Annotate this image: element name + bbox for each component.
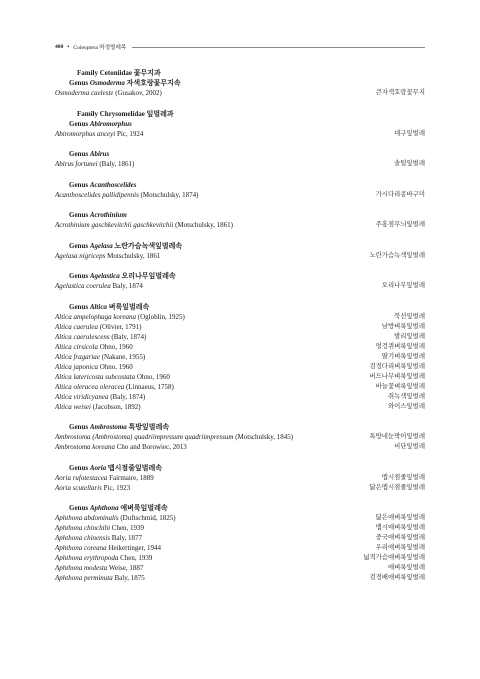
spacer: [55, 98, 425, 109]
species-author: (Olivier, 1791): [97, 322, 142, 331]
species-author: Fairmaire, 1889: [107, 473, 154, 482]
genus-name: Abirus: [89, 150, 110, 158]
spacer: [55, 452, 425, 463]
genus-name: Acanthoscelides: [89, 180, 137, 189]
species-author: (Jacobson, 1892): [90, 402, 141, 411]
species-name: Aphthona erythropoda: [55, 554, 119, 562]
spacer: [55, 493, 425, 504]
genus-heading: [55, 180, 425, 190]
species-korean-name: 톡방네눈박이잎벌레: [369, 433, 425, 440]
genus-name: Acrothinium: [89, 211, 127, 219]
running-title: Coleoptera 딱정벌레목: [73, 45, 127, 51]
genus-korean-name: 톡방잎벌레속: [126, 423, 170, 431]
genus-label: Genus: [69, 463, 90, 472]
genus-label: Genus: [69, 272, 90, 280]
genus-korean-name: 벼룩잎벌레속: [106, 302, 150, 311]
running-header: [55, 41, 425, 53]
species-korean-name: 쥐녹색잎벌레: [387, 392, 425, 400]
species-name: Altica caerulescens: [55, 332, 110, 341]
genus-label: Genus: [69, 423, 90, 431]
species-row: [55, 312, 425, 322]
species-row: [55, 553, 425, 563]
header-separator: •: [67, 44, 70, 50]
genus-label: Genus: [69, 119, 90, 128]
genus-name: Aoria: [89, 463, 107, 472]
species-korean-name: 북선잎벌레: [394, 312, 425, 320]
species-row: [55, 392, 425, 402]
species-korean-name: 가시다리콩바구미: [375, 190, 425, 198]
species-name: Ambrostoma koreana: [55, 443, 115, 451]
species-author: Chen, 1939: [118, 554, 153, 562]
species-author: Baly, 1877: [110, 534, 143, 542]
species-name: Aphthona coreana: [55, 544, 107, 552]
species-name: Altica japonica: [55, 362, 98, 371]
species-author: Ohno, 1960: [135, 372, 170, 381]
species-name: Altica oleracea oleracea: [55, 382, 125, 391]
species-name: Acrothinium gaschkevitchii gaschkevitchii: [55, 221, 174, 229]
species-korean-name: 엉겅퀴벼룩잎벌레: [375, 342, 425, 350]
species-author: (Gusakov, 2002): [113, 89, 162, 97]
species-name: Agelastica coerulea: [55, 282, 111, 290]
species-name: Osmoderma caeleste: [55, 89, 114, 97]
species-author: (Baly, 1861): [97, 160, 135, 168]
genus-label: Genus: [69, 241, 90, 250]
species-row: [55, 129, 425, 139]
species-korean-name: 노란가슴녹색잎벌레: [369, 251, 425, 259]
species-author: Ohno, 1960: [97, 362, 133, 371]
species-name: Aoria scutellaris: [55, 483, 102, 492]
species-row: [55, 382, 425, 392]
species-author: Ohno, 1960: [97, 342, 133, 351]
header-rule: [132, 47, 425, 48]
species-korean-name: 발리잎벌레: [394, 332, 425, 340]
genus-korean-name: 자색호랑꽃무지속: [124, 79, 181, 87]
species-name: Altica latericosta subcostata: [55, 372, 136, 381]
species-korean-name: 맵시애벼룩잎벌레: [375, 524, 425, 531]
species-row: [55, 543, 425, 553]
genus-label: Genus: [69, 79, 90, 87]
genus-heading: [55, 241, 425, 251]
species-row: [55, 251, 425, 261]
spacer: [55, 200, 425, 211]
species-author: Baly, 1874: [110, 282, 143, 290]
species-row: [55, 352, 425, 362]
species-korean-name: 검정다리벼룩잎벌레: [369, 362, 425, 370]
species-author: (Nakane, 1955): [99, 352, 146, 361]
species-name: Aoria rufotestacea: [55, 473, 108, 482]
genus-label: Genus: [69, 302, 90, 311]
species-author: (Motschulsky, 1845): [233, 433, 294, 441]
genus-heading: [55, 422, 425, 432]
species-row: [55, 483, 425, 493]
genus-korean-name: 애벼룩잎벌레속: [118, 504, 168, 512]
species-row: [55, 88, 425, 98]
genus-label: Genus: [69, 150, 90, 158]
species-name: Abiromorphus anceyi: [55, 129, 116, 138]
genus-heading: [55, 149, 425, 159]
species-korean-name: 중국애벼룩잎벌레: [375, 534, 425, 541]
genus-label: Genus: [69, 504, 90, 512]
species-author: Baly, 1875: [112, 574, 145, 582]
species-korean-name: 딸기벼룩잎벌레: [381, 352, 425, 360]
genus-label: Genus: [69, 180, 90, 189]
species-korean-name: 대구잎벌레: [394, 129, 425, 137]
species-row: [55, 332, 425, 342]
species-korean-name: 닮은애벼룩잎벌레: [375, 514, 425, 521]
species-name: Ambrostoma (Ambrostoma) quadriimpressum quadriimpressum: [55, 433, 234, 441]
species-author: Pic, 1923: [101, 483, 131, 492]
genus-korean-name: 맵시점줄잎벌레속: [106, 463, 163, 472]
family-heading: Family Chrysomelidae 잎벌레과: [77, 109, 174, 118]
species-name: Altica ampelophaga koreana: [55, 312, 137, 321]
genus-name: Aphthona: [89, 504, 119, 512]
species-row: [55, 533, 425, 543]
genus-korean-name: 오리나무잎벌레속: [119, 272, 176, 280]
species-row: [55, 563, 425, 573]
genus-name: Abiromorphus: [89, 119, 132, 128]
species-name: Aphthona chinensis: [55, 534, 111, 542]
species-name: Altica cirsicola: [55, 342, 98, 351]
spacer: [55, 169, 425, 180]
species-korean-name: 비단잎벌레: [394, 443, 425, 450]
species-korean-name: 솔털잎벌레: [394, 160, 425, 167]
genus-heading: [55, 78, 425, 88]
species-author: (Motschulsky, 1874): [138, 190, 199, 199]
species-row: [55, 322, 425, 332]
spacer: [55, 291, 425, 302]
species-row: [55, 372, 425, 382]
species-name: Agelasa nigriceps: [55, 251, 106, 260]
species-korean-name: 버드나무벼룩잎벌레: [369, 372, 425, 380]
species-korean-name: 오리나무잎벌레: [381, 282, 425, 289]
species-korean-name: 우리애벼룩잎벌레: [375, 544, 425, 551]
species-author: (Motschulsky, 1861): [173, 221, 233, 229]
spacer: [55, 139, 425, 150]
species-name: Aphthona abdominalis: [55, 514, 119, 522]
species-korean-name: 애벼룩잎벌레: [387, 564, 425, 571]
species-korean-name: 와이스잎벌레: [387, 402, 425, 410]
species-name: Aphthona perminuta: [55, 574, 113, 582]
species-row: [55, 523, 425, 533]
species-author: (Baly, 1874): [109, 332, 147, 341]
family-heading: Family Cetoniidae 꽃무지과: [77, 69, 161, 77]
spacer: [55, 230, 425, 241]
species-name: Altica fragariae: [55, 352, 100, 361]
species-korean-name: 맵시점줄잎벌레: [381, 473, 425, 481]
species-name: Aphthona modesta: [55, 564, 108, 572]
species-row: [55, 342, 425, 352]
species-korean-name: 검정배애벼룩잎벌레: [369, 574, 425, 581]
spacer: [55, 412, 425, 423]
species-author: Heikertinger, 1944: [106, 544, 161, 552]
species-korean-name: 남방벼룩잎벌레: [381, 322, 425, 330]
page-number: 400: [55, 44, 64, 50]
genus-heading: [55, 210, 425, 220]
genus-heading: [55, 302, 425, 312]
species-name: Altica caerulea: [55, 322, 98, 331]
species-row: [55, 159, 425, 169]
species-author: (Duftschmid, 1825): [118, 514, 176, 522]
species-author: Cho and Borowiec, 2013: [114, 443, 187, 451]
spacer: [55, 261, 425, 272]
species-author: Pic, 1924: [115, 129, 144, 138]
genus-heading: [55, 463, 425, 473]
species-author: Motschulsky, 1861: [105, 251, 161, 260]
species-row: [55, 402, 425, 412]
genus-heading: [55, 271, 425, 281]
species-author: (Ogloblin, 1925): [136, 312, 185, 321]
genus-korean-name: 노란가슴녹색잎벌레속: [112, 241, 183, 250]
species-row: [55, 220, 425, 230]
species-korean-name: 닮은맵시점줄잎벌레: [369, 483, 425, 491]
genus-name: Altica: [89, 302, 107, 311]
species-name: Acanthoscelides pallidipennis: [55, 190, 139, 199]
species-row: [55, 190, 425, 200]
species-row: [55, 432, 425, 442]
checklist-body: [55, 68, 425, 583]
species-author: (Baly, 1874): [108, 392, 146, 401]
species-author: Chen, 1939: [110, 524, 145, 532]
species-name: Aphthona chinchihi: [55, 524, 111, 532]
genus-heading: [55, 503, 425, 513]
species-row: [55, 573, 425, 583]
species-row: [55, 442, 425, 452]
species-korean-name: 넓적가슴애벼룩잎벌레: [363, 554, 425, 561]
species-row: [55, 281, 425, 291]
species-korean-name: 큰자색호랑꽃무지: [375, 89, 425, 96]
species-name: Abirus fortunei: [55, 160, 98, 168]
species-author: Weise, 1887: [107, 564, 144, 572]
genus-heading: [55, 119, 425, 129]
genus-label: Genus: [69, 211, 90, 219]
genus-name: Osmoderma: [89, 79, 125, 87]
genus-name: Agelasa: [89, 241, 113, 250]
species-name: Altica weisei: [55, 402, 91, 411]
species-row: [55, 513, 425, 523]
species-korean-name: 바늘꽃벼룩잎벌레: [375, 382, 425, 390]
species-korean-name: 주홍점무늬잎벌레: [375, 221, 425, 228]
species-row: [55, 362, 425, 372]
species-name: Altica viridicyanea: [55, 392, 109, 401]
species-row: [55, 473, 425, 483]
genus-name: Ambrostoma: [89, 423, 127, 431]
species-author: (Linnaeus, 1758): [124, 382, 174, 391]
genus-name: Agelastica: [89, 272, 120, 280]
